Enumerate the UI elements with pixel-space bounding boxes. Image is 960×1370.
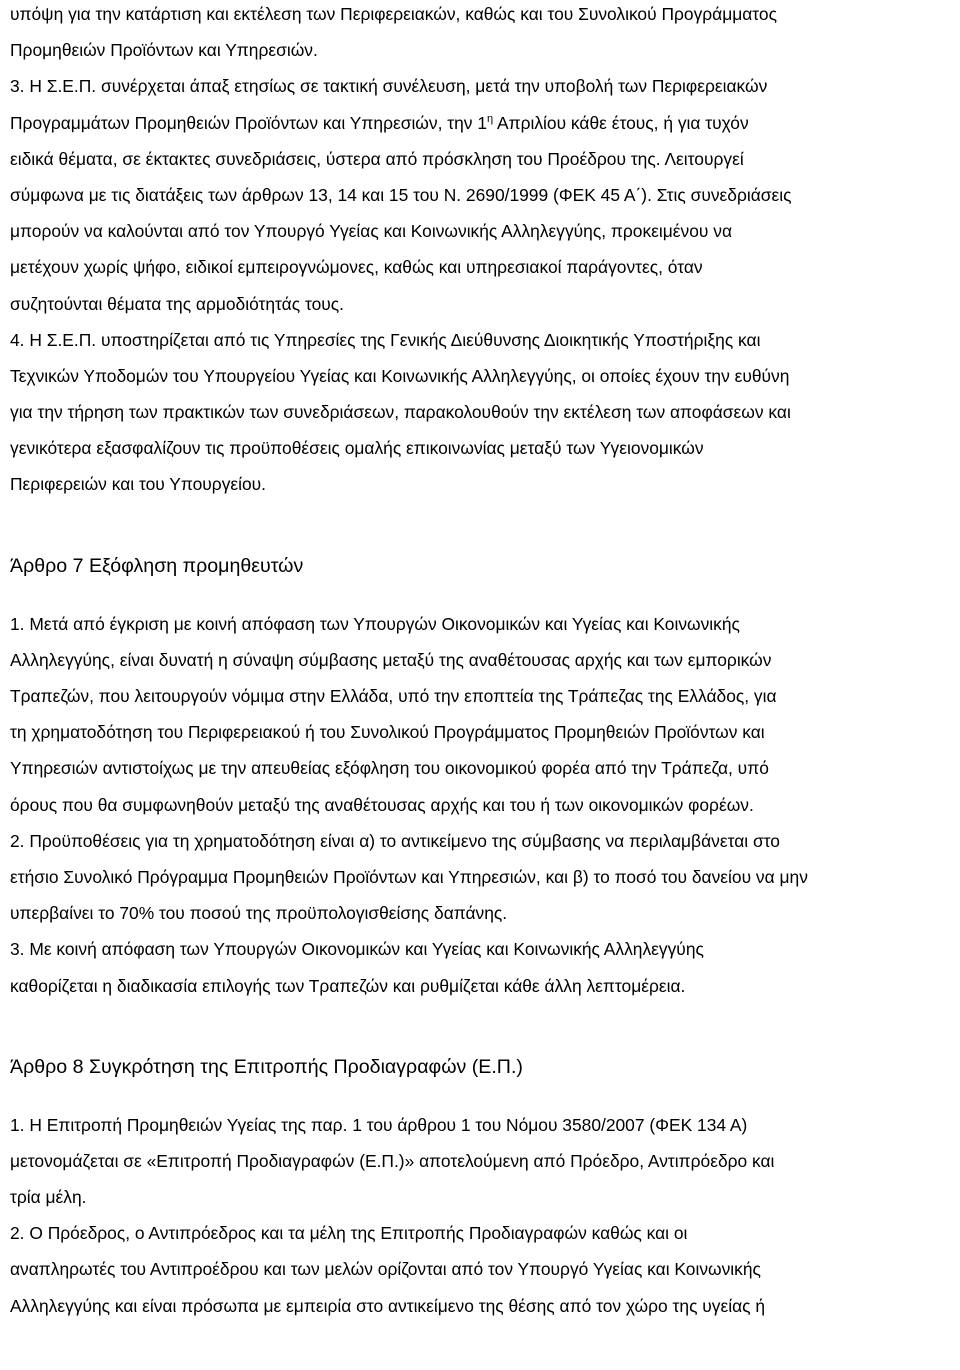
article-8-body — [10, 1107, 958, 1324]
paragraph-4 — [10, 322, 958, 503]
text-line: γενικότερα εξασφαλίζουν τις προϋποθέσεις ομαλής επικοινωνίας μεταξύ των Υγειονομικών — [10, 438, 704, 459]
text-fragment: Απριλίου κάθε έτους, ή για τυχόν — [493, 112, 749, 133]
text-line: Υπηρεσιών αντιστοίχως με την απευθείας εξόφληση του οικονομικού φορέα από την Τράπεζα, υπό — [10, 758, 769, 779]
document-page — [10, 0, 958, 1324]
paragraph-3 — [10, 68, 958, 321]
text-fragment: Προγραμμάτων Προμηθειών Προϊόντων και Υπηρεσιών, την 1 — [10, 112, 487, 133]
intro-paragraph — [10, 0, 958, 68]
text-line: 1. Μετά από έγκριση με κοινή απόφαση των Υπουργών Οικονομικών και Υγείας και Κοινωνικής — [10, 613, 740, 634]
text-line: ειδικά θέματα, σε έκτακτες συνεδριάσεις, ύστερα από πρόσκληση του Προέδρου της. Λειτουργεί — [10, 148, 744, 169]
text-line: Αλληλεγγύης και είναι πρόσωπα με εμπειρία στο αντικείμενο της θέσης από τον χώρο της υγείας ή — [10, 1295, 766, 1316]
text-line: αναπληρωτές του Αντιπροέδρου και των μελών ορίζονται από τον Υπουργό Υγείας και Κοινωνικής — [10, 1259, 761, 1280]
text-line: 1. Η Επιτροπή Προμηθειών Υγείας της παρ. 1 του άρθρου 1 του Νόμου 3580/2007 (ΦΕΚ 134 Α) — [10, 1114, 748, 1135]
text-line: μετονομάζεται σε «Επιτροπή Προδιαγραφών (Ε.Π.)» αποτελούμενη από Πρόεδρο, Αντιπρόεδρο και — [10, 1150, 775, 1171]
text-line: Τεχνικών Υποδομών του Υπουργείου Υγείας και Κοινωνικής Αλληλεγγύης, οι οποίες έχουν την ευθύνη — [10, 365, 790, 386]
text-line: καθορίζεται η διαδικασία επιλογής των Τραπεζών και ρυθμίζεται κάθε άλλη λεπτομέρεια. — [10, 975, 686, 996]
text-line: ετήσιο Συνολικό Πρόγραμμα Προμηθειών Προϊόντων και Υπηρεσιών, και β) το ποσό του δανείου να μην — [10, 866, 808, 887]
article-7-heading: Άρθρο 7 Εξόφληση προμηθευτών — [10, 554, 304, 577]
text-line: 2. Ο Πρόεδρος, ο Αντιπρόεδρος και τα μέλη της Επιτροπής Προδιαγραφών καθώς και οι — [10, 1223, 688, 1244]
text-line: Περιφερειών και του Υπουργείου. — [10, 474, 267, 495]
text-line: Τραπεζών, που λειτουργούν νόμιμα στην Ελλάδα, υπό την εποπτεία της Τράπεζας της Ελλάδος, για — [10, 686, 777, 706]
heading-gap — [10, 584, 958, 606]
heading-gap — [10, 1085, 958, 1107]
text-line: υπερβαίνει το 70% του ποσού της προϋπολογισθείσης δαπάνης. — [10, 903, 508, 924]
text-line: μπορούν να καλούνται από τον Υπουργό Υγείας και Κοινωνικής Αλληλεγγύης, προκειμένου να — [10, 221, 733, 242]
text-line: μετέχουν χωρίς ψήφο, ειδικοί εμπειρογνώμονες, καθώς και υπηρεσιακοί παράγοντες, όταν — [10, 257, 703, 278]
text-line: τρία μέλη. — [10, 1187, 87, 1208]
superscript: η — [487, 112, 494, 125]
article-8-heading: Άρθρο 8 Συγκρότηση της Επιτροπής Προδιαγραφών (Ε.Π.) — [10, 1055, 523, 1078]
text-line: για την τήρηση των πρακτικών των συνεδριάσεων, παρακολουθούν την εκτέλεση των αποφάσεων και — [10, 402, 791, 423]
text-line: 4. Η Σ.Ε.Π. υποστηρίζεται από τις Υπηρεσίες της Γενικής Διεύθυνσης Διοικητικής Υποστήριξης και — [10, 329, 761, 350]
text-line: 3. Η Σ.Ε.Π. συνέρχεται άπαξ ετησίως σε τακτική συνέλευση, μετά την υποβολή των Περιφερειακών — [10, 76, 768, 97]
text-line: συζητούνται θέματα της αρμοδιότητάς τους. — [10, 293, 344, 314]
text-line: Προμηθειών Προϊόντων και Υπηρεσιών. — [10, 40, 318, 61]
article-7-body — [10, 606, 958, 1004]
text-line: 3. Με κοινή απόφαση των Υπουργών Οικονομικών και Υγείας και Κοινωνικής Αλληλεγγύης — [10, 939, 704, 960]
text-line: τη χρηματοδότηση του Περιφερειακού ή του Συνολικού Προγράμματος Προμηθειών Προϊόντων και — [10, 722, 765, 743]
text-line: σύμφωνα με τις διατάξεις των άρθρων 13, 14 και 15 του Ν. 2690/1999 (ΦΕΚ 45 Α΄). Στις συνεδριάσεις — [10, 184, 792, 205]
section-gap — [10, 1004, 958, 1049]
section-gap — [10, 503, 958, 548]
text-line: 2. Προϋποθέσεις για τη χρηματοδότηση είναι α) το αντικείμενο της σύμβασης να περιλαμβάνεται στο — [10, 830, 780, 851]
text-line: Αλληλεγγύης, είναι δυνατή η σύναψη σύμβασης μεταξύ της αναθέτουσας αρχής και των εμπορικών — [10, 649, 772, 670]
text-line: όρους που θα συμφωνηθούν μεταξύ της αναθέτουσας αρχής και του ή των οικονομικών φορέων. — [10, 794, 754, 815]
text-line — [10, 105, 958, 141]
text-line: υπόψη για την κατάρτιση και εκτέλεση των Περιφερειακών, καθώς και του Συνολικού Προγράμματος — [10, 4, 777, 24]
